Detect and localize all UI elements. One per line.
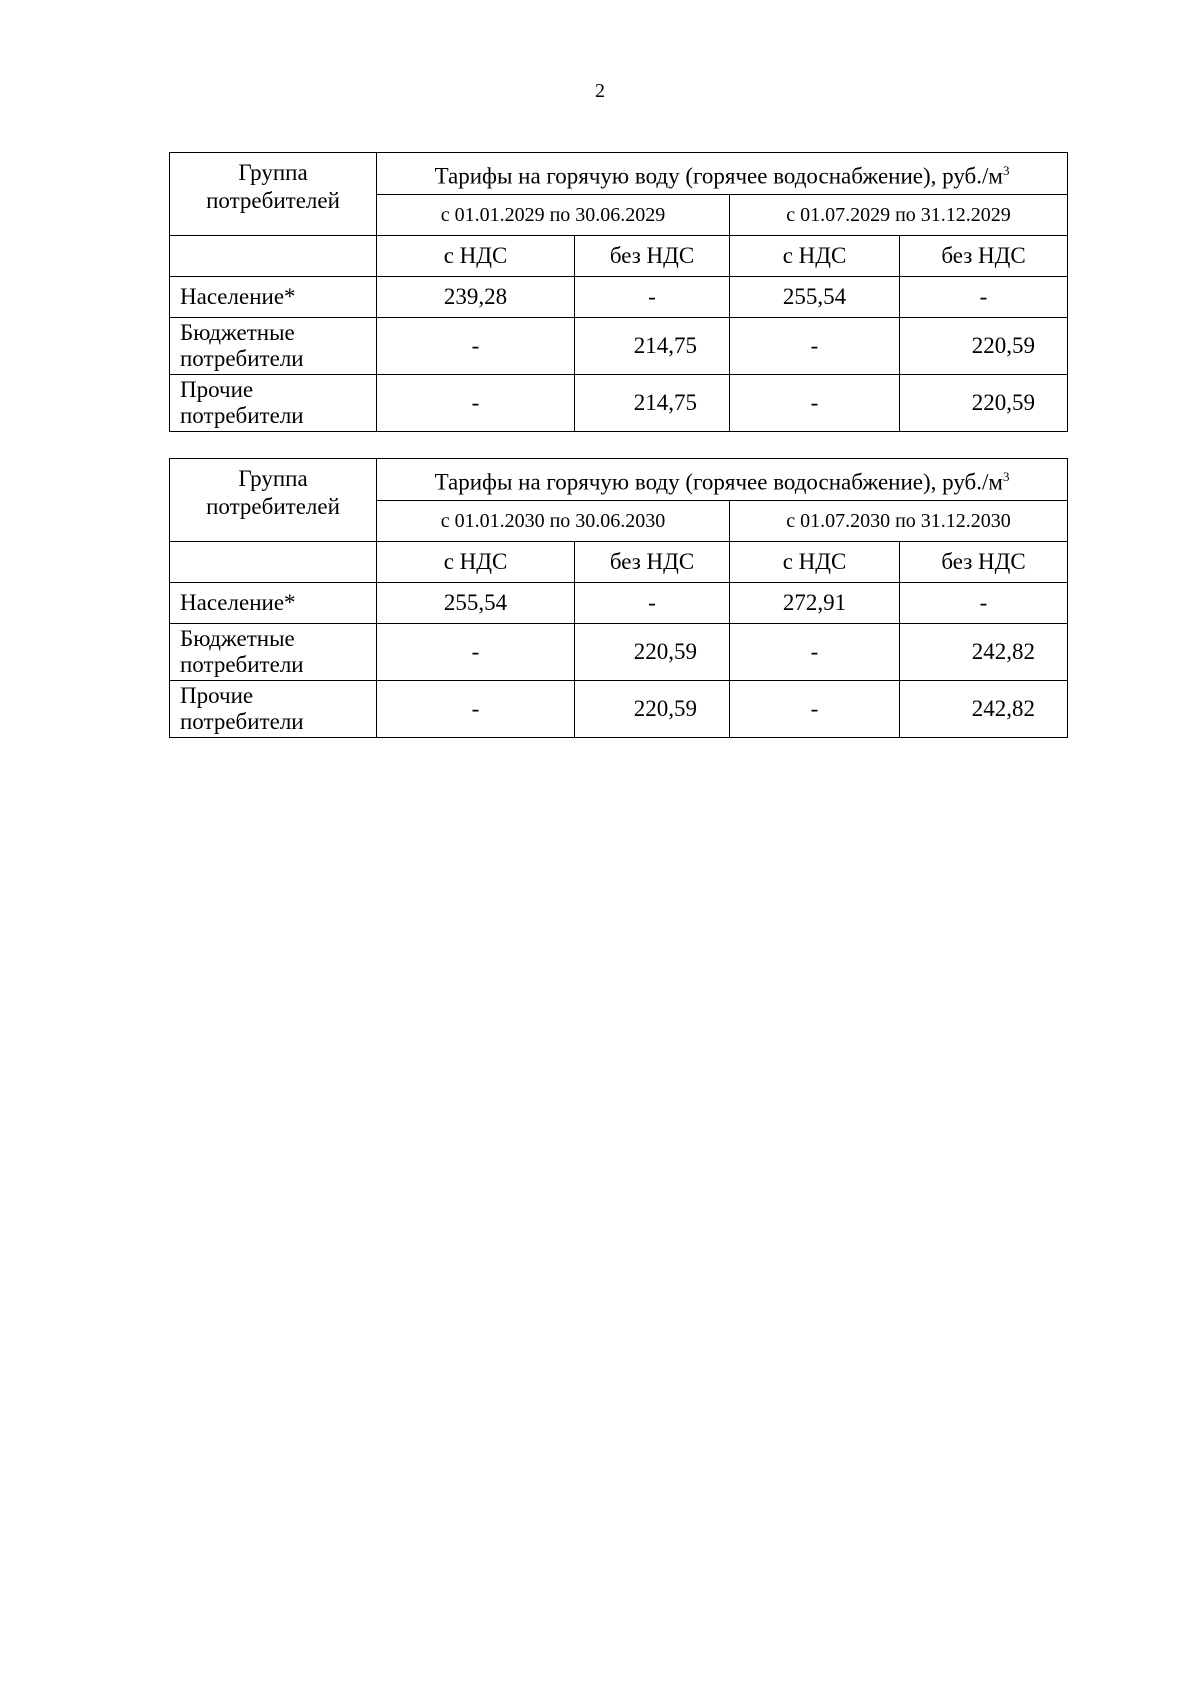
group-header-line-2: потребителей (206, 494, 340, 519)
table-row (170, 375, 1068, 432)
value-cell: - (730, 318, 900, 375)
table-row (170, 583, 1068, 624)
subheader-novat-1: без НДС (575, 542, 730, 583)
tariff-header (377, 153, 1068, 195)
row-group-line: потребители (180, 403, 304, 428)
unit-superscript: 3 (1002, 162, 1010, 178)
row-group: Население* (170, 583, 377, 624)
tariff-header-text: Тарифы на горячую воду (горячее водоснабжение), руб./м (434, 163, 1003, 189)
subheader-novat-1: без НДС (575, 236, 730, 277)
subheader-vat-1: с НДС (377, 236, 575, 277)
value-cell: - (377, 681, 575, 738)
unit-superscript: 3 (1002, 468, 1010, 484)
subheader-vat-2: с НДС (730, 542, 900, 583)
row-group-line: потребители (180, 652, 304, 677)
group-header-line-1: Группа (238, 466, 308, 491)
table-row (170, 318, 1068, 375)
row-group-line: Бюджетные (180, 626, 295, 651)
group-header-line-1: Группа (238, 160, 308, 185)
period-1: с 01.01.2029 по 30.06.2029 (377, 195, 730, 236)
row-group (170, 624, 377, 681)
tariff-table-2029 (169, 152, 1068, 432)
value-cell: 255,54 (377, 583, 575, 624)
row-group-line: потребители (180, 346, 304, 371)
value-cell: 239,28 (377, 277, 575, 318)
value-cell: - (900, 277, 1068, 318)
row-group-line: Прочие (180, 377, 254, 402)
subheader-vat-2: с НДС (730, 236, 900, 277)
value-cell: 242,82 (900, 624, 1068, 681)
value-cell: 255,54 (730, 277, 900, 318)
row-group (170, 681, 377, 738)
group-header-line-2: потребителей (206, 188, 340, 213)
tariff-header-text: Тарифы на горячую воду (горячее водоснабжение), руб./м (434, 469, 1003, 495)
table-row (170, 277, 1068, 318)
value-cell: - (730, 375, 900, 432)
value-cell: 220,59 (900, 318, 1068, 375)
period-1: с 01.01.2030 по 30.06.2030 (377, 501, 730, 542)
row-group (170, 375, 377, 432)
value-cell: 220,59 (575, 681, 730, 738)
group-header-cell (170, 459, 377, 542)
tariff-header (377, 459, 1068, 501)
row-group-line: Прочие (180, 683, 254, 708)
value-cell: 214,75 (575, 375, 730, 432)
subheader-vat-1: с НДС (377, 542, 575, 583)
value-cell: 242,82 (900, 681, 1068, 738)
value-cell: - (377, 375, 575, 432)
value-cell: 220,59 (575, 624, 730, 681)
row-group-line: Бюджетные (180, 320, 295, 345)
table-row (170, 624, 1068, 681)
tariff-table-2030 (169, 458, 1068, 738)
empty-cell (170, 542, 377, 583)
page-number: 2 (595, 80, 605, 102)
table-row (170, 681, 1068, 738)
value-cell: 272,91 (730, 583, 900, 624)
empty-cell (170, 236, 377, 277)
value-cell: 214,75 (575, 318, 730, 375)
subheader-novat-2: без НДС (900, 236, 1068, 277)
group-header-cell (170, 153, 377, 236)
row-group (170, 318, 377, 375)
value-cell: - (730, 681, 900, 738)
period-2: с 01.07.2030 по 31.12.2030 (730, 501, 1068, 542)
value-cell: - (730, 624, 900, 681)
subheader-novat-2: без НДС (900, 542, 1068, 583)
period-2: с 01.07.2029 по 31.12.2029 (730, 195, 1068, 236)
value-cell: - (377, 318, 575, 375)
value-cell: 220,59 (900, 375, 1068, 432)
value-cell: - (575, 583, 730, 624)
value-cell: - (900, 583, 1068, 624)
row-group-line: потребители (180, 709, 304, 734)
value-cell: - (377, 624, 575, 681)
value-cell: - (575, 277, 730, 318)
row-group: Население* (170, 277, 377, 318)
